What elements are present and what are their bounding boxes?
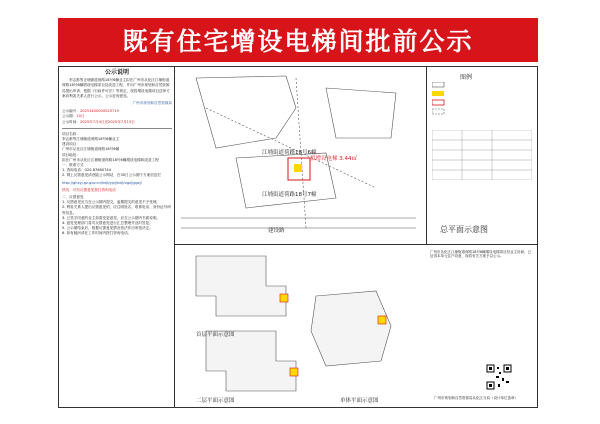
notice-fields bbox=[62, 109, 172, 125]
feedback-url[interactable]: http://ghzyj.gz.gov.cn/hdjl/yjzj/hdjl/xgzj/ggzj/ bbox=[62, 180, 142, 185]
building-table bbox=[432, 130, 532, 180]
contact-line: 2. 网上反馈意见请登陆公示网站，在30日公示期于方案信息栏 bbox=[62, 173, 161, 178]
legend-divider bbox=[426, 66, 427, 244]
building-label-2: 拟增设电梯 3.44㎡ bbox=[310, 156, 357, 162]
floor-plan-label-1: 首层平面示意图 bbox=[196, 332, 235, 338]
floor-plan-label-2: 二层平面示意图 bbox=[196, 398, 235, 404]
notice-field-label: 公示编号： bbox=[62, 109, 80, 114]
rule-item: 2. 利害关系人提出反馈意见的，应注明姓名、联系电话、身份证号码等信息。 bbox=[62, 205, 171, 215]
notice-field-label: 公示时间： bbox=[62, 119, 80, 124]
project-line: 拟在广州市从化区江埔街道荷路18号6幢增设电梯和改造工程 bbox=[62, 157, 159, 162]
contact-info bbox=[62, 168, 172, 178]
contact-heading: 一、联系方式 bbox=[62, 163, 84, 168]
column-divider bbox=[174, 66, 175, 408]
building-label-3: 江埔街道荷路18号7幢 bbox=[262, 192, 317, 198]
project-info bbox=[62, 132, 172, 163]
rules-heading: 二、反馈意见 bbox=[62, 195, 84, 200]
project-line: 李志都等江埔街道荷路18号6幢业主 bbox=[62, 137, 120, 142]
rule-item: 5. 公示期结束后，根据反馈意见情况依法作出审批决定。 bbox=[62, 226, 153, 231]
contact-line: 1. 咨询电话：020-87660744 bbox=[62, 168, 111, 173]
legend-swatches bbox=[432, 82, 532, 122]
phone-notice: 热线：可有反馈意见拨打咨询电话 bbox=[62, 187, 116, 192]
notice-field-value: 20251400000025719 bbox=[79, 109, 119, 114]
project-line: 项目地址： bbox=[62, 152, 80, 157]
project-line: 广州市从化区江埔街道荷路18号6幢 bbox=[62, 147, 120, 152]
row-divider bbox=[174, 244, 538, 245]
notice-field-value: 2025年7月4日至2025年7月15日 bbox=[79, 119, 135, 124]
street-label: 建设路 bbox=[268, 228, 285, 234]
notice-heading: 公示说明 bbox=[104, 69, 129, 76]
title-banner bbox=[58, 18, 538, 62]
rule-item: 6. 如有疑问请在工作时间内拨打咨询电话。 bbox=[62, 231, 132, 236]
notice-field-value: 10日 bbox=[76, 114, 85, 119]
notice-issuer: 广州市规划和自然资源局 bbox=[132, 101, 172, 106]
footer-org: 广州市规划和自然资源局从化区分局（设计单位盖章） bbox=[434, 396, 518, 400]
rule-item: 3. 已签字同意的业主如需变更意见，应在公示期内书面说明。 bbox=[62, 215, 161, 220]
rule-item: 1. 反馈意见应当在公示期内提交，逾期提交的意见不予受理。 bbox=[62, 200, 161, 205]
notice-body: 李志都等正埔街道荷路18号6幢业主拟在广州市从化区江埔街道荷路18号6幢增设电梯项目及改造工程，并向广州市规划和自然资源局提出申请，根据《行政许可法》等规定，现将增设电梯项目送审方案向利害关系人进行公示，公示征询意见。 bbox=[62, 78, 170, 98]
legend-title: 图例 bbox=[460, 74, 473, 81]
notice-field-row bbox=[62, 120, 172, 125]
rule-item: 4. 意见受理部门将对反馈意见进行汇总整理并及时答复。 bbox=[62, 221, 153, 226]
rules-list bbox=[62, 200, 172, 236]
plan-title: 总平面示意图 bbox=[440, 225, 488, 234]
page-title: 既有住宅增设电梯间批前公示 bbox=[122, 27, 474, 56]
notice-text-column bbox=[62, 68, 172, 406]
notice-field-label: 公示期： bbox=[62, 114, 77, 119]
floor-plan-label-3: 单体平面示意图 bbox=[340, 398, 379, 404]
building-label-1: 江埔街道荷路18号6幢 bbox=[262, 150, 317, 156]
right-description: 广州市从化区江埔街道荷路18号6幢增设电梯项目经业主协商，已征得本单元住户同意，现将有关方案予以公示。 bbox=[430, 250, 532, 259]
floor-plans-drawing bbox=[176, 246, 476, 406]
qr-code-icon bbox=[486, 364, 512, 390]
project-line: 项目名称： bbox=[62, 131, 80, 136]
separator bbox=[62, 128, 172, 129]
project-line: 建设项目： bbox=[62, 142, 80, 147]
